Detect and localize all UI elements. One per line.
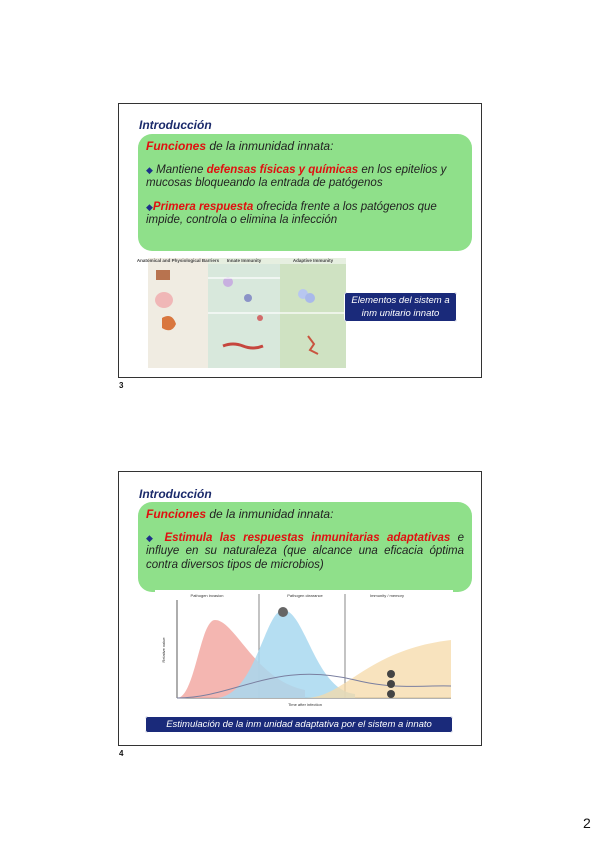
lungs-image	[155, 292, 173, 308]
slide-title: Introducción	[139, 118, 212, 132]
bullet-diamond-icon: ◆	[146, 201, 153, 212]
slide-number: 3	[119, 381, 124, 390]
figure-caption: Elementos del sistem a inm unitario innato	[344, 292, 457, 322]
x-axis-label: Time after infection	[288, 702, 322, 707]
paragraph-2: ◆Primera respuesta ofrecida frente a los patógenos que impide, controla o elimina la infección	[146, 200, 437, 226]
slide-number: 4	[119, 749, 124, 758]
lymphocyte-image	[305, 293, 315, 303]
figure-label-innate: Innate Immunity	[226, 258, 262, 263]
immune-response-timeline-figure	[155, 590, 453, 710]
box-heading: Funciones de la inmunidad innata:	[146, 139, 334, 153]
memory-cell-image	[387, 680, 395, 688]
functions-box	[138, 134, 472, 251]
slide-4	[118, 471, 482, 746]
memory-cell-image	[387, 670, 395, 678]
innate-immunity-figure	[136, 258, 346, 368]
slide-title: Introducción	[139, 487, 212, 501]
bullet-diamond-icon: ◆	[146, 164, 153, 175]
cell-image	[278, 607, 288, 617]
skin-tissue-image	[156, 270, 170, 280]
figure-caption: Estimulación de la inm unidad adaptativa por el sistem a innato	[145, 716, 453, 733]
y-axis-label: Relative value	[161, 637, 166, 663]
paragraph-1: ◆ Mantiene defensas físicas y químicas en los epitelios y mucosas bloqueando la entrada de patógenos	[146, 163, 447, 189]
box-heading: Funciones de la inmunidad innata:	[146, 507, 334, 521]
slide-3	[118, 103, 482, 378]
figure-label-adaptive: Adaptive Immunity	[292, 258, 334, 263]
phase-label-clearance: Pathogen clearance	[287, 593, 323, 598]
functions-box	[138, 502, 472, 592]
figure-label-barriers: Anatomical and Physiological Barriers	[136, 258, 220, 263]
memory-cell-image	[387, 690, 395, 698]
page-number: 2	[583, 815, 591, 831]
cell-image	[244, 294, 252, 302]
bullet-diamond-icon: ◆	[146, 532, 158, 543]
cell-image	[257, 315, 263, 321]
phase-label-invasion: Pathogen invasion	[190, 593, 224, 598]
phase-label-memory: Immunity / memory	[369, 593, 405, 598]
paragraph-1: ◆ Estimula las respuestas inmunitarias adaptativas e influye en su naturaleza (que alcance una eficacia óptima contra diversos tipos de microbios)	[146, 531, 464, 571]
